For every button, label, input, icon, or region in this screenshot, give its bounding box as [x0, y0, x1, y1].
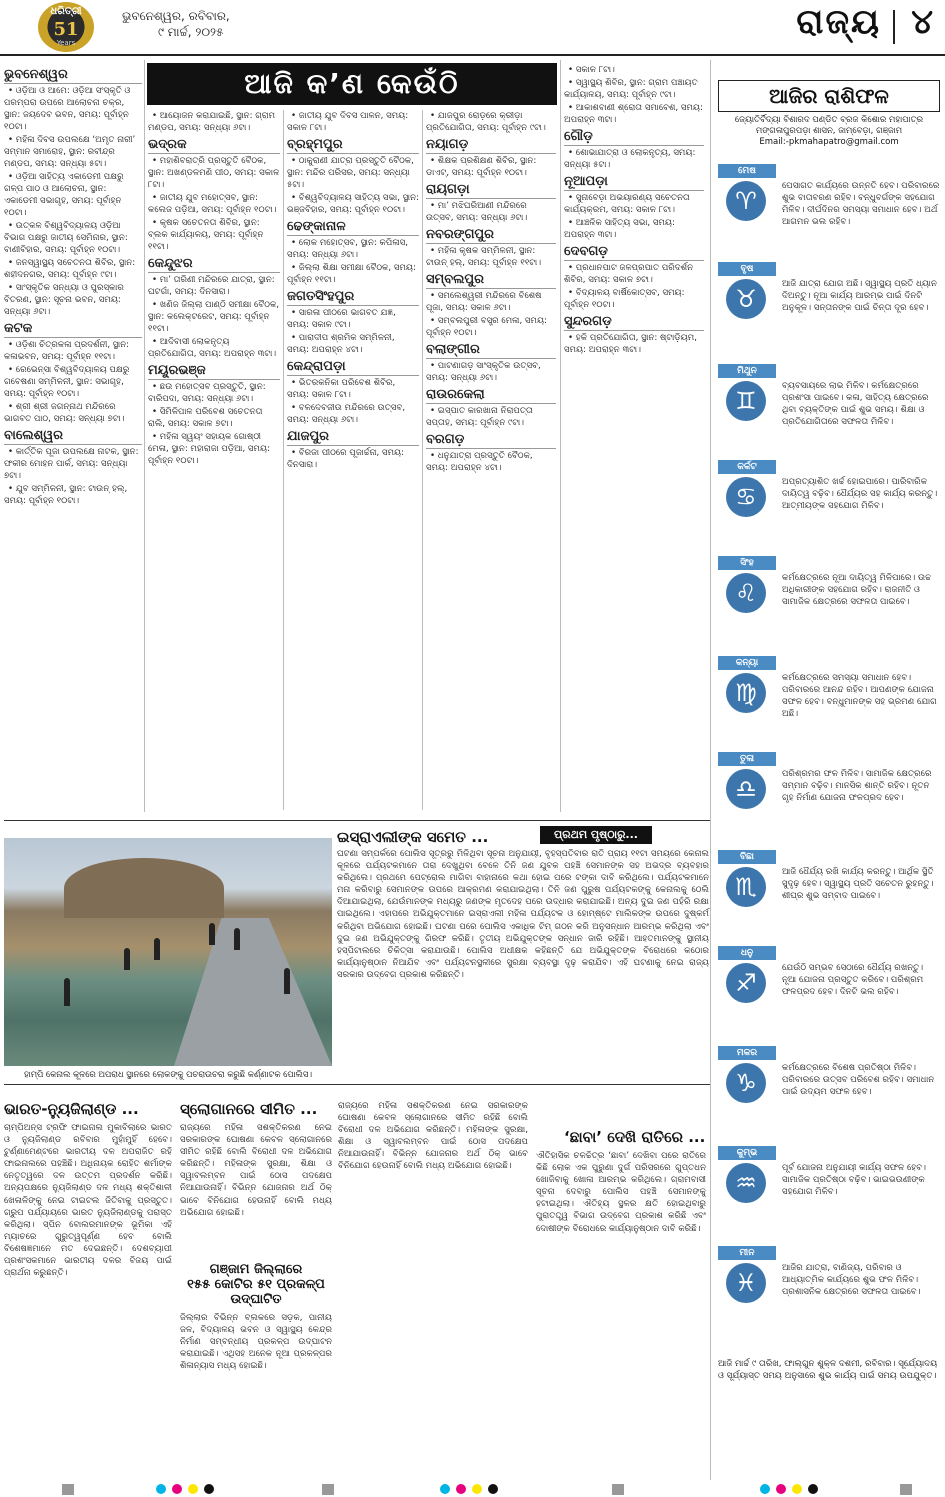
event-listing: • ମହିଳା କୃଷକ ସମ୍ମିଳନୀ, ସ୍ଥାନ: ଟାଉନ୍ ହଲ୍, ସମୟ: ପୂର୍ବାହ୍ନ ୧୧ଟା। — [426, 246, 542, 268]
astrologer-email: Email:-pkmahapatro@gmail.com — [759, 137, 899, 147]
zodiac-name-badge: ତୁଳା — [718, 752, 776, 766]
photo-hill — [64, 858, 224, 918]
district-heading: ନବରଙ୍ଗପୁର — [426, 226, 556, 244]
column-divider — [422, 110, 423, 810]
yellow-dot — [188, 1484, 198, 1494]
zodiac-symbol-icon: ♊ — [726, 381, 766, 421]
zodiac-name-badge: ମକର — [718, 1046, 776, 1060]
district-heading: ଯାଜପୁର — [287, 428, 419, 446]
zodiac-symbol-icon: ♌ — [726, 573, 766, 613]
magenta-dot — [172, 1484, 182, 1494]
ganjam-title: ଗଞ୍ଜାମ ଜିଲ୍ଲାରେ — [209, 1262, 303, 1277]
zodiac-forecast: ପୂର୍ବ ଯୋଜନା ଅନୁଯାୟୀ କାର୍ଯ୍ୟ ସଫଳ ହେବ। ସାମାଜିକ ପ୍ରତିଷ୍ଠା ବଢ଼ିବ। ଭାଇଭଉଣୀଙ୍କ ସହଯୋଗ ମିଳିବ। — [782, 1163, 927, 1197]
dateline — [122, 8, 230, 40]
event-listing: • ସମଲେଶ୍ୱରୀ ମନ୍ଦିରରେ ବିଶେଷ ପୂଜା, ସମୟ: ସକାଳ ୬ଟା। — [426, 291, 542, 313]
event-listing: • ଉତ୍କଳ ବିଶ୍ୱବିଦ୍ୟାଳୟ ଓଡ଼ିଆ ବିଭାଗ ପକ୍ଷରୁ ଜାତୀୟ ସେମିନାର, ସ୍ଥାନ: ବାଣୀବିହାର, ସମୟ: ପୂର୍ବାହ୍ନ ୧୦ଟା। — [4, 221, 128, 255]
event-listing: • ଜାତୀୟ ଯୁବ ଦିବସ ପାଳନ, ସମୟ: ସକାଳ ୮ଟା। — [287, 111, 409, 133]
section-divider — [893, 10, 895, 44]
zodiac-symbol-icon: ♉ — [726, 279, 766, 319]
zodiac-symbol-icon: ♋ — [726, 477, 766, 517]
district-heading: ଭୁବନେଶ୍ୱର — [4, 66, 142, 84]
zodiac-symbol-icon: ♑ — [726, 1063, 766, 1103]
district-heading: ବାଲେଶ୍ୱର — [4, 427, 142, 445]
event-listing: • ସ୍ୱାସ୍ଥ୍ୟ ଶିବିର, ସ୍ଥାନ: ଗ୍ରାମ ପଞ୍ଚାୟତ କାର୍ଯ୍ୟାଳୟ, ସମୟ: ପୂର୍ବାହ୍ନ ୯ଟା। — [564, 78, 698, 100]
event-listing: • ସକାଳ ୮ଟା। — [568, 65, 615, 75]
story-body-chhaava: ଐତିହାସିକ ଚଳଚ୍ଚିତ୍ର ‘ଛାବା’ ଦେଖିବା ପରେ ରାତିରେ କିଛି ଲୋକ ଏକ ପୁରୁଣା ଦୁର୍ଗ ପରିସରରେ ଗୁପ୍ତଧନ ଖୋଜିବାକୁ ଖୋଳା ଆରମ୍ଭ କରିଥିଲେ। ଗ୍ରାମବାସୀ ସୂଚନା ଦେବାରୁ ପୋଲିସ ପହଞ୍ଚି ସେମାନଙ୍କୁ ହଟାଇଥିଲା। ଐତିହ୍ୟ ସ୍ଥଳର କ୍ଷତି ହୋଇଥିବାରୁ ପୁରାତତ୍ତ୍ୱ ବିଭାଗ ଉଦ୍‌ବେଗ ପ୍ରକାଶ କରିଛି ଏବଂ ଦୋଷୀଙ୍କ ବିରୋଧରେ କାର୍ଯ୍ୟାନୁଷ୍ଠାନ ଦାବି କରିଛି। — [536, 1151, 706, 1234]
photo-person — [234, 928, 240, 950]
event-listing: • ସାଂସ୍କୃତିକ ସନ୍ଧ୍ୟା ଓ ପୁରସ୍କାର ବିତରଣ, ସ୍ଥାନ: ସୂଚନା ଭବନ, ସମୟ: ସନ୍ଧ୍ୟା ୬ଟା। — [4, 283, 124, 317]
event-listing: • ଜନସ୍ୱାସ୍ଥ୍ୟ ସଚେତନତା ଶିବିର, ସ୍ଥାନ: ଶହୀଦନଗର, ସମୟ: ପୂର୍ବାହ୍ନ ୯ଟା। — [4, 258, 136, 280]
zodiac-symbol-icon: ♍ — [726, 673, 766, 713]
print-registration-marks — [0, 1482, 945, 1497]
zodiac-symbol-icon: ♏ — [726, 867, 766, 907]
registration-mark — [62, 1484, 74, 1495]
district-heading: ରାୟଗଡ଼ା — [426, 181, 556, 199]
photo-person — [209, 923, 215, 945]
event-listing: • ସମ୍ବଲପୁରୀ ବସ୍ତ୍ର ମେଳା, ସମୟ: ପୂର୍ବାହ୍ନ ୧୦ଟା। — [426, 316, 547, 338]
photo-person — [284, 968, 290, 994]
section-title: ରାଜ୍ୟ — [796, 2, 881, 42]
cyan-dot — [440, 1484, 450, 1494]
story-headline-chhaava: ‘ଛାବା’ ଦେଖି ରାତିରେ ... — [564, 1128, 706, 1146]
event-listing: • ଆଦିବାସୀ ଲୋକନୃତ୍ୟ ପ୍ରତିଯୋଗିତା, ସମୟ: ଅପରାହ୍ନ ୩ଟା। — [148, 337, 277, 359]
event-listing: • ବଳଦେବଜୀଉ ମନ୍ଦିରରେ ଉତ୍ସବ, ସମୟ: ସନ୍ଧ୍ୟା ୬ଟା। — [287, 403, 406, 425]
zodiac-name-badge: ବିଛା — [718, 850, 776, 864]
event-listing: • ଜାତୀୟ ଯୁବ ମହୋତ୍ସବ, ସ୍ଥାନ: କଲେଜ ପଡ଼ିଆ, ସମୟ: ପୂର୍ବାହ୍ନ ୧୦ଟା। — [148, 193, 277, 215]
zodiac-name-badge: କନ୍ୟା — [718, 656, 776, 670]
zodiac-forecast: ଆଜି ଯାତ୍ରା ଯୋଗ ଅଛି। ସ୍ୱାସ୍ଥ୍ୟ ପ୍ରତି ଧ୍ୟାନ ଦିଅନ୍ତୁ। ନୂଆ କାର୍ଯ୍ୟ ଆରମ୍ଭ ପାଇଁ ଦିନଟି ଅନୁକୂଳ। ସନ୍ତାନଙ୍କ ପାଇଁ ଚିନ୍ତା ଦୂର ହେବ। — [782, 279, 937, 313]
event-listing: • ଇସ୍ପାତ କାରଖାନା ନିରାପତ୍ତା ସପ୍ତାହ, ସମୟ: ପୂର୍ବାହ୍ନ ୯ଟା। — [426, 406, 533, 428]
zodiac-forecast: କର୍ମକ୍ଷେତ୍ରରେ ସମସ୍ୟା ସମାଧାନ ହେବ। ପରିବାରରେ ଆନନ୍ଦ ରହିବ। ଆପଣଙ୍କ ଯୋଜନା ସଫଳ ହେବ। ବନ୍ଧୁମାନଙ୍କ ସହ ଭ୍ରମଣ ଯୋଗ ଅଛି। — [782, 673, 937, 719]
listing-column-5 — [564, 64, 704, 808]
section-rule — [4, 1084, 710, 1085]
zodiac-name-badge: କୁମ୍ଭ — [718, 1146, 776, 1160]
district-heading: ଢେଙ୍କାନାଳ — [287, 218, 419, 236]
event-listing: • ଆକାଶବାଣୀ ଶ୍ରୋତା ସମାବେଶ, ସମୟ: ଅପରାହ୍ନ ୩ଟା। — [564, 103, 703, 125]
zodiac-name-badge: ମୀନ — [718, 1246, 776, 1260]
district-heading: କଟକ — [4, 320, 142, 338]
anniversary-logo — [20, 2, 112, 52]
page-number: ୪ — [911, 2, 933, 42]
story-body-slogan-cont: ରାଜ୍ୟରେ ମହିଳା ସଶକ୍ତିକରଣ ନେଇ ସରକାରଙ୍କ ଘୋଷଣା କେବଳ ସ୍ଲୋଗାନରେ ସୀମିତ ରହିଛି ବୋଲି ବିରୋଧୀ ଦଳ ଅଭିଯୋଗ କରିଛନ୍ତି। ମହିଳାଙ୍କ ସୁରକ୍ଷା, ଶିକ୍ଷା ଓ ସ୍ୱାବଲମ୍ବନ ପାଇଁ ଠୋସ ପଦକ୍ଷେପ ନିଆଯାଉନାହିଁ। ବିଭିନ୍ନ ଯୋଜନାର ଅର୍ଥ ଠିକ୍ ଭାବେ ବିନିଯୋଗ ହେଉନାହିଁ ବୋଲି ମଧ୍ୟ ଅଭିଯୋଗ ହୋଇଛି। — [338, 1101, 528, 1172]
column-divider — [710, 60, 711, 1480]
column-divider — [560, 60, 561, 812]
district-heading: ରାଉରକେଲା — [426, 386, 556, 404]
zodiac-forecast: ପେସାଗତ କାର୍ଯ୍ୟରେ ଉନ୍ନତି ହେବ। ପରିବାରରେ ଶୁଭ ବାତାବରଣ ରହିବ। ବନ୍ଧୁବର୍ଗଙ୍କ ସହଯୋଗ ମିଳିବ। ଦୀର୍ଘଦିନର ସମସ୍ୟା ସମାଧାନ ହେବ। ଅର୍ଥ ଆଗମନ ଭଲ ରହିବ। — [782, 181, 940, 227]
district-heading: ଗୌଡ଼ — [564, 128, 704, 146]
district-heading: ନୟାଗଡ଼ — [426, 136, 556, 154]
ganjam-headline — [180, 1262, 332, 1308]
rashifal-footer: ଆଜି ମାର୍ଚ୍ଚ ୯ ତାରିଖ, ଫାଲ୍ଗୁନ ଶୁକ୍ଳ ଦଶମୀ, ରବିବାର। ସୂର୍ଯ୍ୟୋଦୟ ଓ ସୂର୍ଯ୍ୟାସ୍ତ ସମୟ ଅନୁସାରେ ଶୁଭ କାର୍ଯ୍ୟ ପାଇଁ ସମୟ ଉପଯୁକ୍ତ। — [718, 1359, 938, 1381]
event-listing: • ମହିଳା ସ୍ୱୟଂ ସହାୟକ ଗୋଷ୍ଠୀ ମେଳା, ସ୍ଥାନ: ମହାରାଜା ପଡ଼ିଆ, ସମୟ: ପୂର୍ବାହ୍ନ ୧୦ଟା। — [148, 432, 270, 466]
event-listing: • ମା’ ତାରିଣୀ ମନ୍ଦିରରେ ଯାତ୍ରା, ସ୍ଥାନ: ଘଟଗାଁ, ସମୟ: ଦିନସାରା। — [148, 275, 275, 297]
events-banner: ଆଜି କ’ଣ କେଉଁଠି — [147, 63, 557, 105]
cyan-dot — [156, 1484, 166, 1494]
event-listing: • ଜିଲ୍ଲା ଶିକ୍ଷା ସମୀକ୍ଷା ବୈଠକ, ସମୟ: ପୂର୍ବାହ୍ନ ୧୧ଟା। — [287, 263, 416, 285]
story-headline-cricket: ଭାରତ-ନ୍ୟୁଜିଲାଣ୍ଡ ... — [4, 1100, 139, 1118]
event-listing: • ସାରଳା ପୀଠରେ ଭାଗବତ ଯଜ୍ଞ, ସମୟ: ସକାଳ ୯ଟା। — [287, 308, 396, 330]
listing-column-4 — [426, 110, 556, 808]
registration-mark — [612, 1484, 624, 1495]
column-divider — [144, 60, 145, 812]
event-listing: • ଧନୁଯାତ୍ରା ପ୍ରସ୍ତୁତି ବୈଠକ, ସମୟ: ଅପରାହ୍ନ ୪ଟା। — [426, 451, 533, 473]
zodiac-forecast: ଆଜିର ଯାତ୍ରା, ବାଣିଜ୍ୟ, ପରିବାର ଓ ଆଧ୍ୟାତ୍ମିକ କାର୍ଯ୍ୟରେ ଶୁଭ ଫଳ ମିଳିବ। ପ୍ରଶାସନିକ କ୍ଷେତ୍ରରେ ସଫଳତା ପାଇବେ। — [782, 1263, 921, 1297]
event-listing: • ବିରଜା ପୀଠରେ ପୂଜାର୍ଚ୍ଚନା, ସମୟ: ଦିନସାରା। — [287, 448, 405, 470]
zodiac-forecast: ପରିଶ୍ରମର ଫଳ ମିଳିବ। ସାମାଜିକ କ୍ଷେତ୍ରରେ ସମ୍ମାନ ବଢ଼ିବ। ମାନସିକ ଶାନ୍ତି ରହିବ। ନୂତନ ଗୃହ ନିର୍ମାଣ ଯୋଜନା ଫଳପ୍ରଦ ହେବ। — [782, 769, 932, 803]
zodiac-forecast: କର୍ମକ୍ଷେତ୍ରରେ ନୂଆ ଦାୟିତ୍ୱ ମିଳିପାରେ। ଉଚ୍ଚ ଅଧିକାରୀଙ୍କ ସହଯୋଗ ରହିବ। ରାଜନୀତି ଓ ସାମାଜିକ କ୍ଷେତ୍ରରେ ସଫଳତା ପାଇବେ। — [782, 573, 932, 607]
event-listing: • ପାରାଦୀପ ଶ୍ରମିକ ସମ୍ମିଳନୀ, ସମୟ: ଅପରାହ୍ନ ୪ଟା। — [287, 333, 395, 355]
continued-from-front-tag: ପ୍ରଥମ ପୃଷ୍ଠାରୁ... — [540, 826, 652, 844]
zodiac-symbol-icon: ♓ — [726, 1263, 766, 1303]
event-listing: • ଆୟୋଜନ କରାଯାଇଛି, ସ୍ଥାନ: ଗ୍ରାମ ମଣ୍ଡପ, ସମୟ: ସନ୍ଧ୍ୟା ୬ଟା। — [148, 111, 276, 133]
event-listing: • କାର୍ତ୍ତିକ ପୂଜା ଉପଲକ୍ଷେ ନାଟକ, ସ୍ଥାନ: ଫକୀର ମୋହନ ପାର୍କ, ସମୟ: ସନ୍ଧ୍ୟା ୭ଟା। — [4, 447, 139, 481]
zodiac-name-badge: ବୃଷ — [718, 262, 776, 276]
front-story-body: ଘଟଣା ସମ୍ପର୍କରେ ପୋଲିସ ସୂତ୍ରରୁ ମିଳିଥିବା ସୂଚନା ଅନୁଯାୟୀ, ବୃହସ୍ପତିବାର ରାତି ପ୍ରାୟ ୧୧ଟା ସମୟରେ କେନାଲ କୂଳରେ ପର୍ଯ୍ୟଟକମାନେ ତାରା ଦେଖୁଥିବା ବେଳେ ତିନି ଜଣ ଯୁବକ ପହଞ୍ଚି ସେମାନଙ୍କ ସହ ଅଭଦ୍ର ବ୍ୟବହାର କରିଥିଲେ। ପ୍ରଥମେ ପେଟ୍ରୋଲ ମାଗିବା ବାହାନାରେ କଥା ହୋଇ ପରେ ଟଙ୍କା ଦାବି କରିଥିଲେ। ପର୍ଯ୍ୟଟକମାନେ ମନା କରିବାରୁ ସେମାନଙ୍କ ଉପରେ ଆକ୍ରମଣ କରାଯାଇଥିଲା। ତିନି ଜଣ ପୁରୁଷ ପର୍ଯ୍ୟଟକଙ୍କୁ କେନାଲକୁ ଠେଲି ଦିଆଯାଇଥିଲା, ଯେଉଁମାନଙ୍କ ମଧ୍ୟରୁ ଜଣଙ୍କ ମୃତଦେହ ପରେ ଉଦ୍ଧାର କରାଯାଇଛି। ଅନ୍ୟ ଦୁଇ ଜଣ ପହଁରି ରକ୍ଷା ପାଇଥିଲେ। ଏହାପରେ ଅଭିଯୁକ୍ତମାନେ ଇସ୍ରାଏଲୀ ମହିଳା ପର୍ଯ୍ୟଟକ ଓ ହୋମ୍‌ଷ୍ଟେ ମାଲିକଙ୍କ ଉପରେ ଦୁଷ୍କର୍ମ କରିଥିବା ଅଭିଯୋଗ ହୋଇଛି। ଘଟଣା ପରେ ପୋଲିସ ଏକାଧିକ ଟିମ୍ ଗଠନ କରି ଅନୁସନ୍ଧାନ ଆରମ୍ଭ କରିଥିଲା ଏବଂ ଦୁଇ ଜଣ ଅଭିଯୁକ୍ତଙ୍କୁ ଗିରଫ କରିଛି। ତୃତୀୟ ଅଭିଯୁକ୍ତଙ୍କ ସନ୍ଧାନ ଜାରି ରହିଛି। ଆହତମାନଙ୍କୁ ସ୍ଥାନୀୟ ହସ୍ପିଟାଲରେ ଚିକିତ୍ସା କରାଯାଉଛି। ପୋଲିସ ଅଧୀକ୍ଷକ କହିଛନ୍ତି ଯେ ଅଭିଯୁକ୍ତଙ୍କ ବିରୋଧରେ କଠୋର କାର୍ଯ୍ୟାନୁଷ୍ଠାନ ନିଆଯିବ ଏବଂ ପର୍ଯ୍ୟଟନସ୍ଥଳୀରେ ସୁରକ୍ଷା ବ୍ୟବସ୍ଥା ଦୃଢ଼ କରାଯିବ। ଏହି ଘଟଣାକୁ ନେଇ ରାଜ୍ୟ ସରକାର ଉଦ୍‌ବେଗ ପ୍ରକାଶ କରିଛନ୍ତି। — [337, 849, 709, 980]
event-listing: • ଓଡ଼ିଆ ସାହିତ୍ୟ ଏକାଡେମୀ ପକ୍ଷରୁ ଗଳ୍ପ ପାଠ ଓ ଆଲୋଚନା, ସ୍ଥାନ: ଏକାଡେମୀ ସଭାଗୃହ, ସମୟ: ପୂର୍ବାହ୍ନ ୧୦ଟା। — [4, 172, 124, 218]
story-headline-slogan: ସ୍ଲୋଗାନରେ ସୀମିତ ... — [180, 1100, 318, 1118]
photo-person — [64, 978, 70, 1006]
astrologer-name: ଜ୍ୟୋତିର୍ବିଦ୍ୟା ବିଶାରଦ ପଣ୍ଡିତ ବ୍ରଜ କିଶୋର ମହାପାତ୍ର — [734, 115, 924, 125]
district-heading: କେନ୍ଦୁଝର — [148, 255, 280, 273]
zodiac-name-badge: ସିଂହ — [718, 556, 776, 570]
district-heading: ସମ୍ବଲପୁର — [426, 271, 556, 289]
ganjam-body: ଜିଲ୍ଲାର ବିଭିନ୍ନ ବ୍ଲକରେ ସଡ଼କ, ପାନୀୟ ଜଳ, ବିଦ୍ୟାଳୟ ଭବନ ଓ ସ୍ୱାସ୍ଥ୍ୟ କେନ୍ଦ୍ର ନିର୍ମାଣ ସମ୍ବନ୍ଧୀୟ ପ୍ରକଳ୍ପ ଉଦ୍‌ଘାଟନ କରାଯାଇଛି। ଏଥିସହ ଅନେକ ନୂଆ ପ୍ରକଳ୍ପର ଶିଳାନ୍ୟାସ ମଧ୍ୟ ହୋଇଛି। — [180, 1313, 332, 1372]
event-listing: • ପାଟଣାଗଡ଼ ସାଂସ୍କୃତିକ ଉତ୍ସବ, ସମୟ: ସନ୍ଧ୍ୟା ୬ଟା। — [426, 361, 541, 383]
zodiac-forecast: ଯେଉଁଠି ସମ୍ଭବ ସେଠାରେ ଧୈର୍ଯ୍ୟ ରଖନ୍ତୁ। ନୂଆ ଯୋଜନା ପ୍ରସ୍ତୁତ କରିବେ। ପରିଶ୍ରମ ଫଳପ୍ରଦ ହେବ। ଦିନଟି ଭଲ ରହିବ। — [782, 963, 924, 997]
yellow-dot — [472, 1484, 482, 1494]
section-rule — [4, 820, 710, 821]
ganjam-subtitle: ୧୫୫ କୋଟିର ୫୧ ପ୍ରକଳ୍ପ ଉଦ୍‌ଘାଟିତ — [187, 1277, 325, 1307]
district-heading: ଜଗତସିଂହପୁର — [287, 288, 419, 306]
zodiac-name-badge: କର୍କଟ — [718, 460, 776, 474]
event-listing: • ସୁନାବେଡ଼ା ଅଭୟାରଣ୍ୟ ସଚେତନତା କାର୍ଯ୍ୟକ୍ରମ, ସମୟ: ସକାଳ ୮ଟା। — [564, 193, 690, 215]
anniversary-label: Years — [56, 39, 76, 47]
event-listing: • ଶିକ୍ଷକ ପ୍ରଶିକ୍ଷଣ ଶିବିର, ସ୍ଥାନ: ଡାଏଟ୍, ସମୟ: ପୂର୍ବାହ୍ନ ୧୦ଟା। — [426, 156, 537, 178]
photo-person — [124, 948, 130, 970]
district-heading: ସୁନ୍ଦରଗଡ଼ — [564, 313, 704, 331]
black-dot — [488, 1484, 498, 1494]
anniversary-number: 51 — [53, 19, 79, 40]
zodiac-name-badge: ମେଷ — [718, 164, 776, 178]
zodiac-symbol-icon: ♐ — [726, 963, 766, 1003]
event-listing: • ରେଭେନ୍ସା ବିଶ୍ୱବିଦ୍ୟାଳୟ ପକ୍ଷରୁ ଗବେଷଣା ସମ୍ମିଳନୀ, ସ୍ଥାନ: ସଭାଗୃହ, ସମୟ: ପୂର୍ବାହ୍ନ ୧୦ଟା। — [4, 365, 130, 399]
zodiac-symbol-icon: ♎ — [726, 769, 766, 809]
zodiac-forecast: ଆଜି ଧୈର୍ଯ୍ୟ ରଖି କାର୍ଯ୍ୟ କରନ୍ତୁ। ଆର୍ଥିକ ସ୍ଥିତି ସୁଦୃଢ଼ ହେବ। ସ୍ୱାସ୍ଥ୍ୟ ପ୍ରତି ସଚେତନ ରୁହନ୍ତୁ। ଶୀଘ୍ର ଶୁଭ ସମ୍ବାଦ ପାଇବେ। — [782, 867, 934, 901]
event-listing: • ମହାଶିବରାତ୍ରି ପ୍ରସ୍ତୁତି ବୈଠକ, ସ୍ଥାନ: ଅଖଣ୍ଡଳମଣି ପୀଠ, ସମୟ: ସକାଳ ୮ଟା। — [148, 156, 280, 190]
magenta-dot — [456, 1484, 466, 1494]
event-listing: • ଭିତରକନିକା ପରିବେଶ ଶିବିର, ସମୟ: ସକାଳ ୮ଟା। — [287, 378, 396, 400]
yellow-dot — [792, 1484, 802, 1494]
district-heading: ନୂଆପଡ଼ା — [564, 173, 704, 191]
zodiac-symbol-icon: ♒ — [726, 1163, 766, 1203]
district-heading: ବ୍ରହ୍ମପୁର — [287, 136, 419, 154]
event-listing: • ଓଡ଼ିଶା ଚିତ୍ରକଳା ପ୍ରଦର୍ଶନୀ, ସ୍ଥାନ: କଳାଭବନ, ସମୟ: ପୂର୍ବାହ୍ନ ୧୧ଟା। — [4, 340, 130, 362]
event-listing: • ଶ୍ରୀ ଶ୍ରୀ ଜଗନ୍ନାଥ ମନ୍ଦିରରେ ଭାଗବତ ପାଠ, ସମୟ: ସନ୍ଧ୍ୟା ୭ଟା। — [4, 402, 125, 424]
zodiac-name-badge: ମିଥୁନ — [718, 364, 776, 378]
event-listing: • ଲୋକ ମହୋତ୍ସବ, ସ୍ଥାନ: କପିଳାସ, ସମୟ: ସନ୍ଧ୍ୟା ୬ଟା। — [287, 238, 408, 260]
zodiac-forecast: ବ୍ୟବସାୟରେ ଲାଭ ମିଳିବ। କର୍ମକ୍ଷେତ୍ରରେ ପ୍ରଶଂସା ପାଇବେ। କଳା, ସାହିତ୍ୟ କ୍ଷେତ୍ରରେ ଥିବା ବ୍ୟକ୍ତିଙ୍କ ପାଇଁ ଶୁଭ ସମୟ। ଶିକ୍ଷା ଓ ପ୍ରତିଯୋଗିତାରେ ସଫଳତା ମିଳିବ। — [782, 381, 929, 427]
district-heading: ବଲାଙ୍ଗୀର — [426, 341, 556, 359]
cyan-dot — [760, 1484, 770, 1494]
registration-mark — [900, 1484, 912, 1495]
rashifal-credit — [718, 115, 940, 148]
event-listing: • ହକି ପ୍ରତିଯୋଗିତା, ସ୍ଥାନ: ଷ୍ଟାଡ଼ିୟମ, ସମୟ: ଅପରାହ୍ନ ୩ଟା। — [564, 333, 697, 355]
news-photo — [4, 838, 332, 1066]
black-dot — [808, 1484, 818, 1494]
story-body-slogan: ରାଜ୍ୟରେ ମହିଳା ସଶକ୍ତିକରଣ ନେଇ ସରକାରଙ୍କ ଘୋଷଣା କେବଳ ସ୍ଲୋଗାନରେ ସୀମିତ ରହିଛି ବୋଲି ବିରୋଧୀ ଦଳ ଅଭିଯୋଗ କରିଛନ୍ତି। ମହିଳାଙ୍କ ସୁରକ୍ଷା, ଶିକ୍ଷା ଓ ସ୍ୱାବଲମ୍ବନ ପାଇଁ ଠୋସ ପଦକ୍ଷେପ ନିଆଯାଉନାହିଁ। ବିଭିନ୍ନ ଯୋଜନାର ଅର୍ଥ ଠିକ୍ ଭାବେ ବିନିଯୋଗ ହେଉନାହିଁ ବୋଲି ମଧ୍ୟ ଅଭିଯୋଗ ହୋଇଛି। — [180, 1123, 332, 1218]
event-listing: • କୃଷକ ସଚେତନତା ଶିବିର, ସ୍ଥାନ: ବ୍ଲକ କାର୍ଯ୍ୟାଳୟ, ସମୟ: ପୂର୍ବାହ୍ନ ୧୧ଟା। — [148, 218, 264, 252]
district-heading: ବରଗଡ଼ — [426, 431, 556, 449]
district-heading: କେନ୍ଦ୍ରାପଡ଼ା — [287, 358, 419, 376]
masthead — [0, 0, 945, 56]
photo-caption: ହାମ୍ପି କେନାଲ କୂଳରେ ଅପରାଧ ସ୍ଥାନରେ ଲୋକଙ୍କୁ ପଚରାଉଚରା କରୁଛି କର୍ଣ୍ଣାଟକ ପୋଲିସ। — [23, 1069, 313, 1079]
black-dot — [204, 1484, 214, 1494]
event-listing: • ବିଦ୍ୟାଳୟ ବାର୍ଷିକୋତ୍ସବ, ସମୟ: ପୂର୍ବାହ୍ନ ୧୦ଟା। — [564, 288, 685, 310]
dateline-place: ଭୁବନେଶ୍ୱର, ରବିବାର, — [122, 9, 230, 23]
event-listing: • ଓଡ଼ିଆ ଓ ଆମେ: ଓଡ଼ିଆ ସଂସ୍କୃତି ଓ ପରମ୍ପରା ଉପରେ ଆଲୋଚନା ଚକ୍ର, ସ୍ଥାନ: ଜୟଦେବ ଭବନ, ସମୟ: ପୂର୍ବାହ୍ନ ୧୦ଟା। — [4, 86, 131, 132]
event-listing: • ଆଞ୍ଚଳିକ ସାହିତ୍ୟ ସଭା, ସମୟ: ଅପରାହ୍ନ ୩ଟା। — [564, 218, 675, 240]
photo-road — [174, 918, 332, 1066]
story-body-cricket: ଚାମ୍ପିଅନ୍ସ ଟ୍ରଫି ଫାଇନାଲ ମୁକାବିଲାରେ ଭାରତ ଓ ନ୍ୟୁଜିଲାଣ୍ଡ ରବିବାର ମୁହାଁମୁହିଁ ହେବେ। ଟୁର୍ଣ୍ଣାମେଣ୍ଟରେ ଭାରତୀୟ ଦଳ ଅପରାଜିତ ରହି ଫାଇନାଲରେ ପହଞ୍ଚିଛି। ଅଧିନାୟକ ରୋହିତ ଶର୍ମାଙ୍କ ନେତୃତ୍ୱରେ ଦଳ ଉତ୍ତମ ପ୍ରଦର୍ଶନ କରିଛି। ଅନ୍ୟପକ୍ଷରେ ନ୍ୟୁଜିଲାଣ୍ଡ ଦଳ ମଧ୍ୟ ଶକ୍ତିଶାଳୀ ଖେଳାଳିଙ୍କୁ ନେଇ ଟାଇଟଲ ଜିତିବାକୁ ପ୍ରସ୍ତୁତ। ଗ୍ରୁପ ପର୍ଯ୍ୟାୟରେ ଭାରତ ନ୍ୟୁଜିଲାଣ୍ଡକୁ ପରାସ୍ତ କରିଥିଲା। ସ୍ପିନ ବୋଲରମାନଙ୍କ ଭୂମିକା ଏହି ମ୍ୟାଚରେ ଗୁରୁତ୍ୱପୂର୍ଣ୍ଣ ହେବ ବୋଲି ବିଶେଷଜ୍ଞମାନେ ମତ ଦେଇଛନ୍ତି। ଦେଶବ୍ୟାପୀ ପ୍ରଶଂସକମାନେ ଭାରତୀୟ ଦଳର ବିଜୟ ପାଇଁ ପ୍ରାର୍ଥନା କରୁଛନ୍ତି। — [4, 1123, 172, 1279]
magenta-dot — [776, 1484, 786, 1494]
astrologer-address: ମଙ୍ଗଳାପୁରପଡ଼ା ଶାସନ, ଜାମ୍ବେଡ଼ା, ଗଞ୍ଜାମ — [755, 126, 903, 136]
event-listing: • ମା’ ମଝିଘରିଆଣୀ ମନ୍ଦିରରେ ଉତ୍ସବ, ସମୟ: ସନ୍ଧ୍ୟା ୬ଟା। — [426, 201, 528, 223]
event-listing: • ପ୍ରଧାନପାଟ ଜଳପ୍ରପାତ ପରିଦର୍ଶନ ଶିବିର, ସମୟ: ସକାଳ ୭ଟା। — [564, 263, 694, 285]
zodiac-forecast: ଅପ୍ରତ୍ୟାଶିତ ଖର୍ଚ୍ଚ ହୋଇପାରେ। ପାରିବାରିକ ଦାୟିତ୍ୱ ବଢ଼ିବ। ଧୈର୍ଯ୍ୟର ସହ କାର୍ଯ୍ୟ କରନ୍ତୁ। ଆତ୍ମୀୟଙ୍କ ସହଯୋଗ ମିଳିବ। — [782, 477, 938, 511]
district-heading: ଭଦ୍ରକ — [148, 136, 280, 154]
event-listing: • ମହିଳା ଦିବସ ଉପଲକ୍ଷେ ‘ଅମୃତ ନାରୀ’ ସମ୍ମାନ ସମାରୋହ, ସ୍ଥାନ: ରବୀନ୍ଦ୍ର ମଣ୍ଡପ, ସମୟ: ସନ୍ଧ୍ୟା ୫ଟା। — [4, 135, 136, 169]
registration-mark — [322, 1484, 334, 1495]
listing-column-3 — [287, 110, 419, 808]
event-listing: • ସିମିଳିପାଳ ପରିବେଶ ସଚେତନତା ରାଲି, ସମୟ: ସକାଳ ୭ଟା। — [148, 407, 263, 429]
photo-person — [154, 938, 160, 960]
dateline-date: ୯ ମାର୍ଚ୍ଚ, ୨୦୨୫ — [158, 25, 224, 39]
event-listing: • ବିଶ୍ୱବିଦ୍ୟାଳୟ ସାହିତ୍ୟ ସଭା, ସ୍ଥାନ: ଭଞ୍ଜବିହାର, ସମୟ: ପୂର୍ବାହ୍ନ ୧୦ଟା। — [287, 193, 419, 215]
event-listing: • ଖଣିଜ ଜିଲ୍ଲା ପାଣ୍ଠି ସମୀକ୍ଷା ବୈଠକ, ସ୍ଥାନ: କଲେକ୍ଟରେଟ, ସମୟ: ପୂର୍ବାହ୍ନ ୧୧ଟା। — [148, 300, 280, 334]
event-listing: • ଶୋଭାଯାତ୍ରା ଓ ଲୋକନୃତ୍ୟ, ସମୟ: ସନ୍ଧ୍ୟା ୫ଟା। — [564, 148, 696, 170]
event-listing: • ଛଉ ମହୋତ୍ସବ ପ୍ରସ୍ତୁତି, ସ୍ଥାନ: ବାରିପଦା, ସମୟ: ସନ୍ଧ୍ୟା ୬ଟା। — [148, 382, 266, 404]
district-heading: ଦେବଗଡ଼ — [564, 243, 704, 261]
rashifal-title: ଆଜିର ରାଶିଫଳ — [718, 80, 940, 112]
listing-column-2 — [148, 110, 280, 808]
zodiac-name-badge: ଧନୁ — [718, 946, 776, 960]
zodiac-symbol-icon: ♈ — [726, 181, 766, 221]
event-listing: • ଯାଜପୁର ରୋଡ଼ରେ କ୍ରୀଡ଼ା ପ୍ରତିଯୋଗିତା, ସମୟ: ପୂର୍ବାହ୍ନ ୯ଟା। — [426, 111, 546, 133]
column-divider — [283, 110, 284, 810]
event-listing: • ଯୁବ ସମ୍ମିଳନୀ, ସ୍ଥାନ: ଟାଉନ୍ ହଲ୍, ସମୟ: ପୂର୍ବାହ୍ନ ୧୦ଟା। — [4, 484, 128, 506]
listing-column-1 — [4, 64, 142, 808]
zodiac-forecast: କର୍ମକ୍ଷେତ୍ରରେ ବିଶେଷ ପ୍ରତିଷ୍ଠା ମିଳିବ। ପରିବାରରେ ଉତ୍ସବ ପରିବେଶ ରହିବ। ସମାଧାନ ପାଇଁ ଉଦ୍ୟମ ସଫଳ ହେବ। — [782, 1063, 935, 1097]
district-heading: ମୟୂରଭଞ୍ଜ — [148, 362, 280, 380]
front-story-headline: ଇସ୍ରାଏଲୀଙ୍କ ସମେତ ... — [337, 828, 489, 846]
anniversary-brand: ଧରିତ୍ରୀ — [50, 6, 82, 17]
event-listing: • ଠାକୁରାଣୀ ଯାତ୍ରା ପ୍ରସ୍ତୁତି ବୈଠକ, ସ୍ଥାନ: ମନ୍ଦିର ପରିସର, ସମୟ: ସନ୍ଧ୍ୟା ୫ଟା। — [287, 156, 414, 190]
